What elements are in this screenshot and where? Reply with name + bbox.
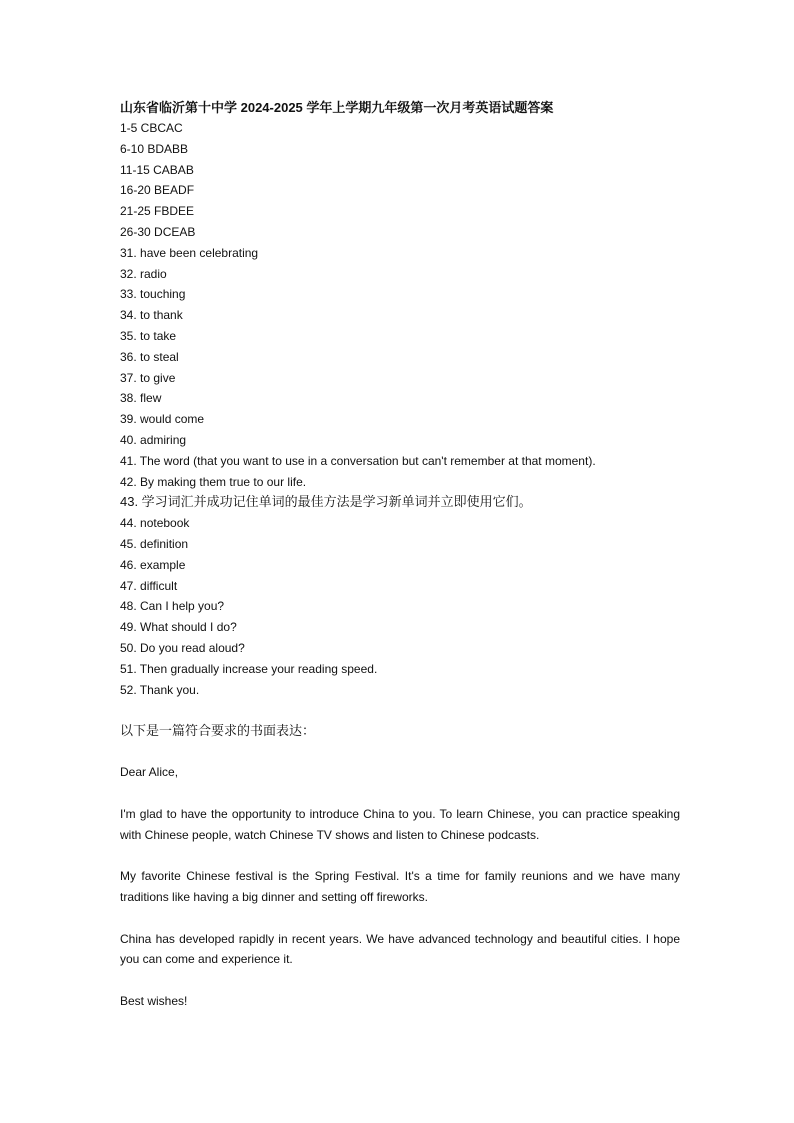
answer-item: 47. difficult xyxy=(120,578,178,593)
letter-paragraph: My favorite Chinese festival is the Spring Festival. It's a time for family reunions and we have many traditions like having a big dinner and setting off fireworks. xyxy=(120,869,680,905)
answer-item: 26-30 DCEAB xyxy=(120,224,196,239)
answer-item: 43. 学习词汇并成功记住单词的最佳方法是学习新单词并立即使用它们。 xyxy=(120,494,532,510)
letter-closing: Best wishes! xyxy=(120,994,188,1009)
letter-paragraph: China has developed rapidly in recent years. We have advanced technology and beautiful cities. I hope you can come and experience it. xyxy=(120,931,680,967)
answer-item: 48. Can I help you? xyxy=(120,599,225,614)
answer-item: 51. Then gradually increase your reading speed. xyxy=(120,661,378,676)
document-page xyxy=(120,97,680,1012)
answer-item: 44. notebook xyxy=(120,516,190,531)
writing-intro: 以下是一篇符合要求的书面表达： xyxy=(120,722,316,738)
answer-item: 21-25 FBDEE xyxy=(120,204,195,219)
answer-item: 37. to give xyxy=(120,370,176,385)
answer-item: 50. Do you read aloud? xyxy=(120,640,245,655)
answer-item: 45. definition xyxy=(120,536,189,551)
answer-item: 16-20 BEADF xyxy=(120,183,195,198)
answer-item: 34. to thank xyxy=(120,308,183,323)
answer-item: 40. admiring xyxy=(120,432,187,447)
answer-item: 52. Thank you. xyxy=(120,682,200,697)
answer-item: 49. What should I do? xyxy=(120,620,237,635)
answer-item: 6-10 BDABB xyxy=(120,141,189,156)
letter-paragraph: I'm glad to have the opportunity to introduce China to you. To learn Chinese, you can practice speaking with Chinese people, watch Chinese TV shows and listen to Chinese podcasts. xyxy=(120,806,680,842)
answer-item: 11-15 CABAB xyxy=(120,162,194,177)
answer-item: 31. have been celebrating xyxy=(120,245,259,260)
answer-item: 41. The word (that you want to use in a conversation but can't remember at that moment). xyxy=(120,453,596,468)
letter-salutation: Dear Alice, xyxy=(120,765,179,780)
answer-item: 39. would come xyxy=(120,412,205,427)
answer-item: 1-5 CBCAC xyxy=(120,121,183,135)
answer-item: 46. example xyxy=(120,557,186,572)
answer-item: 42. By making them true to our life. xyxy=(120,474,307,489)
answer-list xyxy=(120,118,680,700)
answer-item: 33. touching xyxy=(120,287,186,302)
document-title: 山东省临沂第十中学 2024-2025 学年上学期九年级第一次月考英语试题答案 xyxy=(120,100,554,115)
answer-item: 32. radio xyxy=(120,266,167,281)
answer-item: 38. flew xyxy=(120,391,162,406)
sample-letter xyxy=(120,762,680,1012)
answer-item: 36. to steal xyxy=(120,349,179,364)
answer-item: 35. to take xyxy=(120,328,177,343)
